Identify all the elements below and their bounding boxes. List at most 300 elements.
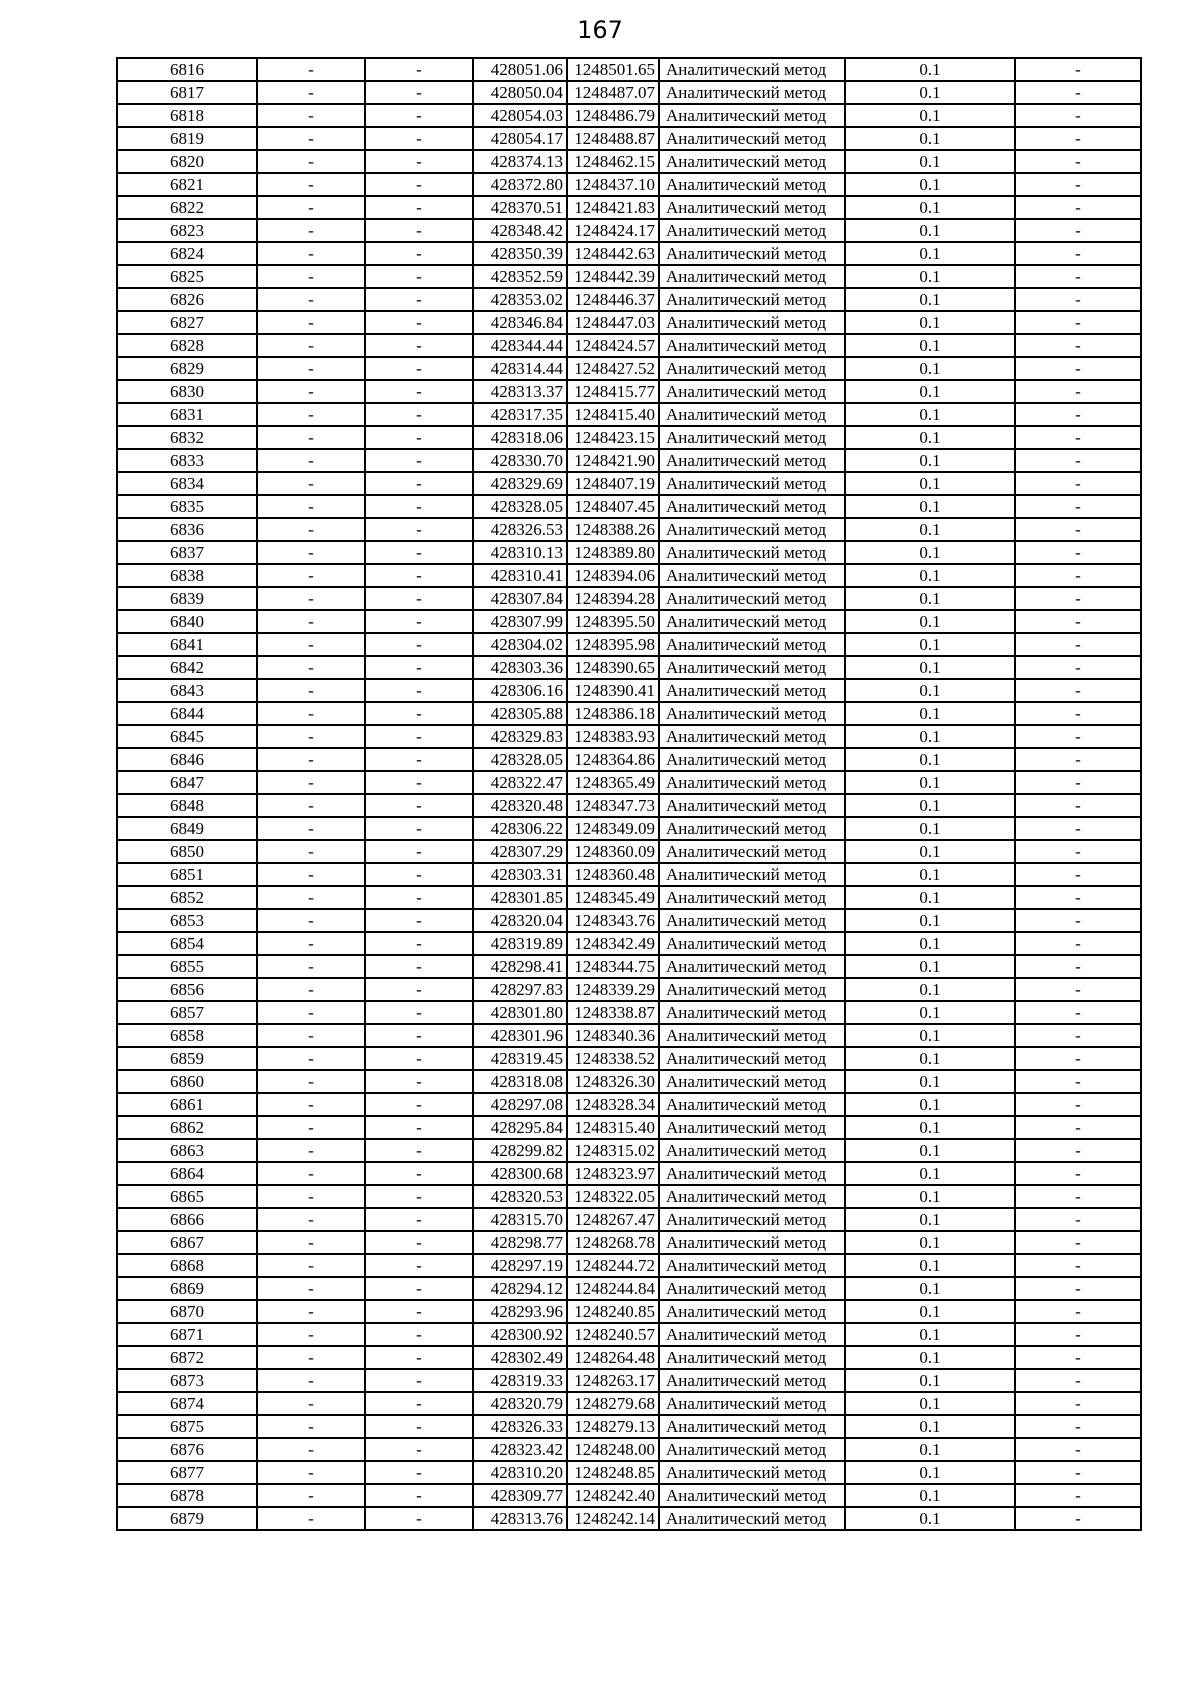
cell-method: Аналитический метод [659,771,845,794]
cell-x-coordinate: 428352.59 [473,265,567,288]
cell-x-coordinate: 428297.19 [473,1254,567,1277]
cell-point-number: 6867 [117,1231,257,1254]
cell-method: Аналитический метод [659,1070,845,1093]
cell-x-coordinate: 428294.12 [473,1277,567,1300]
cell-x-coordinate: 428314.44 [473,357,567,380]
cell-x-coordinate: 428326.33 [473,1415,567,1438]
cell-note: - [1015,81,1141,104]
cell-method: Аналитический метод [659,1300,845,1323]
cell-empty-mark: - [257,702,365,725]
cell-note: - [1015,311,1141,334]
cell-method: Аналитический метод [659,955,845,978]
cell-y-coordinate: 1248268.78 [567,1231,659,1254]
cell-method: Аналитический метод [659,1116,845,1139]
cell-empty-mark: - [365,403,473,426]
table-row [117,104,1141,127]
cell-point-number: 6822 [117,196,257,219]
cell-empty-mark: - [365,334,473,357]
cell-precision: 0.1 [845,1323,1015,1346]
table-row [117,1415,1141,1438]
cell-note: - [1015,886,1141,909]
cell-point-number: 6837 [117,541,257,564]
cell-empty-mark: - [365,357,473,380]
cell-x-coordinate: 428313.37 [473,380,567,403]
cell-empty-mark: - [257,1024,365,1047]
cell-point-number: 6851 [117,863,257,886]
cell-empty-mark: - [365,886,473,909]
cell-method: Аналитический метод [659,58,845,81]
cell-point-number: 6825 [117,265,257,288]
cell-empty-mark: - [257,840,365,863]
cell-empty-mark: - [257,1300,365,1323]
table-row [117,1208,1141,1231]
cell-empty-mark: - [365,863,473,886]
cell-y-coordinate: 1248423.15 [567,426,659,449]
cell-empty-mark: - [257,633,365,656]
cell-method: Аналитический метод [659,104,845,127]
table-row [117,1369,1141,1392]
cell-empty-mark: - [257,1369,365,1392]
cell-empty-mark: - [257,265,365,288]
cell-point-number: 6833 [117,449,257,472]
cell-y-coordinate: 1248424.57 [567,334,659,357]
cell-note: - [1015,633,1141,656]
table-row [117,771,1141,794]
cell-precision: 0.1 [845,771,1015,794]
cell-method: Аналитический метод [659,817,845,840]
cell-method: Аналитический метод [659,1415,845,1438]
cell-precision: 0.1 [845,587,1015,610]
cell-method: Аналитический метод [659,127,845,150]
cell-empty-mark: - [365,771,473,794]
cell-y-coordinate: 1248390.41 [567,679,659,702]
cell-precision: 0.1 [845,1392,1015,1415]
cell-precision: 0.1 [845,495,1015,518]
cell-note: - [1015,702,1141,725]
cell-x-coordinate: 428320.04 [473,909,567,932]
cell-x-coordinate: 428054.17 [473,127,567,150]
table-row [117,288,1141,311]
table-row [117,426,1141,449]
cell-point-number: 6856 [117,978,257,1001]
cell-point-number: 6853 [117,909,257,932]
cell-empty-mark: - [257,564,365,587]
cell-y-coordinate: 1248383.93 [567,725,659,748]
cell-empty-mark: - [365,1208,473,1231]
cell-empty-mark: - [257,288,365,311]
cell-y-coordinate: 1248427.52 [567,357,659,380]
cell-method: Аналитический метод [659,1484,845,1507]
cell-empty-mark: - [257,1323,365,1346]
cell-empty-mark: - [257,472,365,495]
cell-x-coordinate: 428305.88 [473,702,567,725]
cell-x-coordinate: 428303.31 [473,863,567,886]
cell-empty-mark: - [365,541,473,564]
cell-x-coordinate: 428328.05 [473,748,567,771]
cell-point-number: 6824 [117,242,257,265]
cell-note: - [1015,541,1141,564]
cell-precision: 0.1 [845,449,1015,472]
cell-note: - [1015,1484,1141,1507]
cell-point-number: 6830 [117,380,257,403]
cell-y-coordinate: 1248342.49 [567,932,659,955]
cell-y-coordinate: 1248338.87 [567,1001,659,1024]
cell-point-number: 6838 [117,564,257,587]
cell-method: Аналитический метод [659,449,845,472]
cell-x-coordinate: 428309.77 [473,1484,567,1507]
cell-x-coordinate: 428301.96 [473,1024,567,1047]
cell-y-coordinate: 1248323.97 [567,1162,659,1185]
cell-method: Аналитический метод [659,380,845,403]
cell-y-coordinate: 1248315.02 [567,1139,659,1162]
table-row [117,817,1141,840]
cell-precision: 0.1 [845,679,1015,702]
cell-x-coordinate: 428297.83 [473,978,567,1001]
cell-note: - [1015,1438,1141,1461]
cell-empty-mark: - [365,1024,473,1047]
cell-x-coordinate: 428297.08 [473,1093,567,1116]
cell-point-number: 6870 [117,1300,257,1323]
cell-method: Аналитический метод [659,1323,845,1346]
cell-empty-mark: - [365,909,473,932]
cell-method: Аналитический метод [659,587,845,610]
cell-empty-mark: - [257,104,365,127]
cell-method: Аналитический метод [659,1438,845,1461]
table-row [117,656,1141,679]
cell-y-coordinate: 1248347.73 [567,794,659,817]
cell-empty-mark: - [257,1346,365,1369]
cell-x-coordinate: 428299.82 [473,1139,567,1162]
cell-method: Аналитический метод [659,863,845,886]
cell-empty-mark: - [257,1277,365,1300]
cell-precision: 0.1 [845,1208,1015,1231]
cell-point-number: 6864 [117,1162,257,1185]
cell-empty-mark: - [257,150,365,173]
cell-precision: 0.1 [845,1139,1015,1162]
cell-method: Аналитический метод [659,1208,845,1231]
cell-x-coordinate: 428320.79 [473,1392,567,1415]
cell-x-coordinate: 428298.41 [473,955,567,978]
cell-empty-mark: - [365,495,473,518]
cell-point-number: 6875 [117,1415,257,1438]
cell-empty-mark: - [257,817,365,840]
cell-precision: 0.1 [845,426,1015,449]
cell-method: Аналитический метод [659,1392,845,1415]
table-row [117,1116,1141,1139]
cell-y-coordinate: 1248326.30 [567,1070,659,1093]
cell-precision: 0.1 [845,1346,1015,1369]
cell-empty-mark: - [257,794,365,817]
cell-empty-mark: - [365,1346,473,1369]
cell-point-number: 6831 [117,403,257,426]
cell-empty-mark: - [257,1162,365,1185]
table-row [117,242,1141,265]
table-row [117,1093,1141,1116]
cell-x-coordinate: 428322.47 [473,771,567,794]
cell-point-number: 6869 [117,1277,257,1300]
cell-point-number: 6854 [117,932,257,955]
table-row [117,1484,1141,1507]
cell-empty-mark: - [365,127,473,150]
cell-y-coordinate: 1248447.03 [567,311,659,334]
cell-method: Аналитический метод [659,173,845,196]
cell-precision: 0.1 [845,817,1015,840]
table-row [117,1277,1141,1300]
cell-y-coordinate: 1248394.06 [567,564,659,587]
cell-empty-mark: - [257,978,365,1001]
cell-point-number: 6865 [117,1185,257,1208]
cell-point-number: 6860 [117,1070,257,1093]
cell-empty-mark: - [257,518,365,541]
table-row [117,357,1141,380]
cell-note: - [1015,1024,1141,1047]
cell-empty-mark: - [365,1116,473,1139]
cell-y-coordinate: 1248395.50 [567,610,659,633]
cell-empty-mark: - [257,173,365,196]
cell-method: Аналитический метод [659,610,845,633]
table-row [117,1323,1141,1346]
cell-empty-mark: - [257,748,365,771]
cell-precision: 0.1 [845,886,1015,909]
cell-note: - [1015,334,1141,357]
cell-empty-mark: - [257,242,365,265]
table-row [117,1185,1141,1208]
cell-precision: 0.1 [845,1415,1015,1438]
cell-point-number: 6846 [117,748,257,771]
cell-y-coordinate: 1248388.26 [567,518,659,541]
cell-empty-mark: - [257,1185,365,1208]
table-row [117,863,1141,886]
cell-empty-mark: - [257,1254,365,1277]
cell-point-number: 6868 [117,1254,257,1277]
cell-y-coordinate: 1248421.90 [567,449,659,472]
table-row [117,1461,1141,1484]
cell-y-coordinate: 1248424.17 [567,219,659,242]
cell-precision: 0.1 [845,1070,1015,1093]
cell-empty-mark: - [365,518,473,541]
cell-empty-mark: - [365,610,473,633]
cell-note: - [1015,771,1141,794]
table-row [117,840,1141,863]
cell-method: Аналитический метод [659,357,845,380]
cell-point-number: 6863 [117,1139,257,1162]
cell-empty-mark: - [257,357,365,380]
cell-x-coordinate: 428307.84 [473,587,567,610]
cell-note: - [1015,426,1141,449]
cell-precision: 0.1 [845,58,1015,81]
cell-precision: 0.1 [845,173,1015,196]
cell-empty-mark: - [365,1461,473,1484]
cell-note: - [1015,1231,1141,1254]
table-row [117,81,1141,104]
table-row [117,702,1141,725]
cell-note: - [1015,840,1141,863]
cell-empty-mark: - [365,679,473,702]
cell-point-number: 6858 [117,1024,257,1047]
table-row [117,794,1141,817]
cell-method: Аналитический метод [659,1139,845,1162]
cell-method: Аналитический метод [659,1231,845,1254]
cell-empty-mark: - [257,1415,365,1438]
table-row [117,449,1141,472]
cell-empty-mark: - [257,1461,365,1484]
cell-note: - [1015,1369,1141,1392]
cell-method: Аналитический метод [659,1461,845,1484]
cell-method: Аналитический метод [659,725,845,748]
cell-note: - [1015,380,1141,403]
cell-method: Аналитический метод [659,265,845,288]
coordinates-table [116,57,1142,1531]
cell-empty-mark: - [257,449,365,472]
cell-empty-mark: - [365,1162,473,1185]
table-row [117,633,1141,656]
cell-empty-mark: - [365,196,473,219]
cell-precision: 0.1 [845,564,1015,587]
cell-note: - [1015,1323,1141,1346]
cell-empty-mark: - [257,863,365,886]
cell-y-coordinate: 1248390.65 [567,656,659,679]
cell-method: Аналитический метод [659,909,845,932]
cell-empty-mark: - [257,1070,365,1093]
cell-point-number: 6859 [117,1047,257,1070]
table-row [117,196,1141,219]
cell-x-coordinate: 428374.13 [473,150,567,173]
table-body [117,58,1141,1530]
cell-point-number: 6850 [117,840,257,863]
cell-method: Аналитический метод [659,403,845,426]
table-row [117,1070,1141,1093]
cell-y-coordinate: 1248322.05 [567,1185,659,1208]
cell-empty-mark: - [257,932,365,955]
cell-point-number: 6836 [117,518,257,541]
cell-empty-mark: - [365,472,473,495]
cell-empty-mark: - [365,656,473,679]
cell-x-coordinate: 428301.80 [473,1001,567,1024]
cell-empty-mark: - [257,725,365,748]
cell-precision: 0.1 [845,81,1015,104]
cell-empty-mark: - [365,242,473,265]
cell-method: Аналитический метод [659,196,845,219]
cell-point-number: 6843 [117,679,257,702]
cell-note: - [1015,288,1141,311]
cell-note: - [1015,679,1141,702]
cell-empty-mark: - [257,1438,365,1461]
table-row [117,886,1141,909]
cell-note: - [1015,449,1141,472]
cell-method: Аналитический метод [659,334,845,357]
cell-empty-mark: - [257,1093,365,1116]
cell-precision: 0.1 [845,656,1015,679]
cell-x-coordinate: 428295.84 [473,1116,567,1139]
cell-x-coordinate: 428306.16 [473,679,567,702]
cell-method: Аналитический метод [659,518,845,541]
cell-empty-mark: - [365,1185,473,1208]
cell-x-coordinate: 428328.05 [473,495,567,518]
table-row [117,518,1141,541]
cell-empty-mark: - [365,288,473,311]
cell-method: Аналитический метод [659,679,845,702]
cell-note: - [1015,909,1141,932]
cell-note: - [1015,748,1141,771]
cell-x-coordinate: 428323.42 [473,1438,567,1461]
cell-method: Аналитический метод [659,748,845,771]
cell-empty-mark: - [365,219,473,242]
table-row [117,150,1141,173]
cell-x-coordinate: 428326.53 [473,518,567,541]
cell-x-coordinate: 428301.85 [473,886,567,909]
cell-y-coordinate: 1248386.18 [567,702,659,725]
cell-precision: 0.1 [845,1484,1015,1507]
cell-precision: 0.1 [845,702,1015,725]
cell-empty-mark: - [257,426,365,449]
cell-empty-mark: - [365,150,473,173]
cell-empty-mark: - [257,679,365,702]
cell-empty-mark: - [257,380,365,403]
cell-method: Аналитический метод [659,1024,845,1047]
cell-method: Аналитический метод [659,932,845,955]
cell-method: Аналитический метод [659,1369,845,1392]
cell-point-number: 6848 [117,794,257,817]
cell-note: - [1015,1461,1141,1484]
cell-x-coordinate: 428344.44 [473,334,567,357]
cell-y-coordinate: 1248421.83 [567,196,659,219]
cell-point-number: 6866 [117,1208,257,1231]
cell-precision: 0.1 [845,1093,1015,1116]
cell-point-number: 6862 [117,1116,257,1139]
cell-method: Аналитический метод [659,794,845,817]
cell-point-number: 6873 [117,1369,257,1392]
cell-precision: 0.1 [845,265,1015,288]
cell-precision: 0.1 [845,1254,1015,1277]
cell-note: - [1015,1507,1141,1530]
cell-empty-mark: - [365,311,473,334]
cell-point-number: 6834 [117,472,257,495]
cell-empty-mark: - [257,81,365,104]
cell-precision: 0.1 [845,794,1015,817]
table-row [117,127,1141,150]
cell-point-number: 6844 [117,702,257,725]
cell-point-number: 6817 [117,81,257,104]
cell-point-number: 6832 [117,426,257,449]
cell-note: - [1015,1208,1141,1231]
cell-method: Аналитический метод [659,1346,845,1369]
cell-y-coordinate: 1248242.40 [567,1484,659,1507]
cell-empty-mark: - [257,955,365,978]
table-row [117,909,1141,932]
table-row [117,932,1141,955]
cell-y-coordinate: 1248242.14 [567,1507,659,1530]
cell-y-coordinate: 1248407.45 [567,495,659,518]
cell-empty-mark: - [365,1231,473,1254]
cell-empty-mark: - [257,1139,365,1162]
cell-note: - [1015,1116,1141,1139]
cell-precision: 0.1 [845,1461,1015,1484]
cell-empty-mark: - [365,1323,473,1346]
cell-y-coordinate: 1248415.40 [567,403,659,426]
cell-x-coordinate: 428348.42 [473,219,567,242]
cell-point-number: 6878 [117,1484,257,1507]
cell-y-coordinate: 1248267.47 [567,1208,659,1231]
cell-x-coordinate: 428329.69 [473,472,567,495]
cell-precision: 0.1 [845,840,1015,863]
cell-note: - [1015,1070,1141,1093]
cell-y-coordinate: 1248340.36 [567,1024,659,1047]
cell-y-coordinate: 1248360.48 [567,863,659,886]
cell-empty-mark: - [365,265,473,288]
cell-empty-mark: - [365,564,473,587]
cell-x-coordinate: 428310.20 [473,1461,567,1484]
cell-method: Аналитический метод [659,1254,845,1277]
